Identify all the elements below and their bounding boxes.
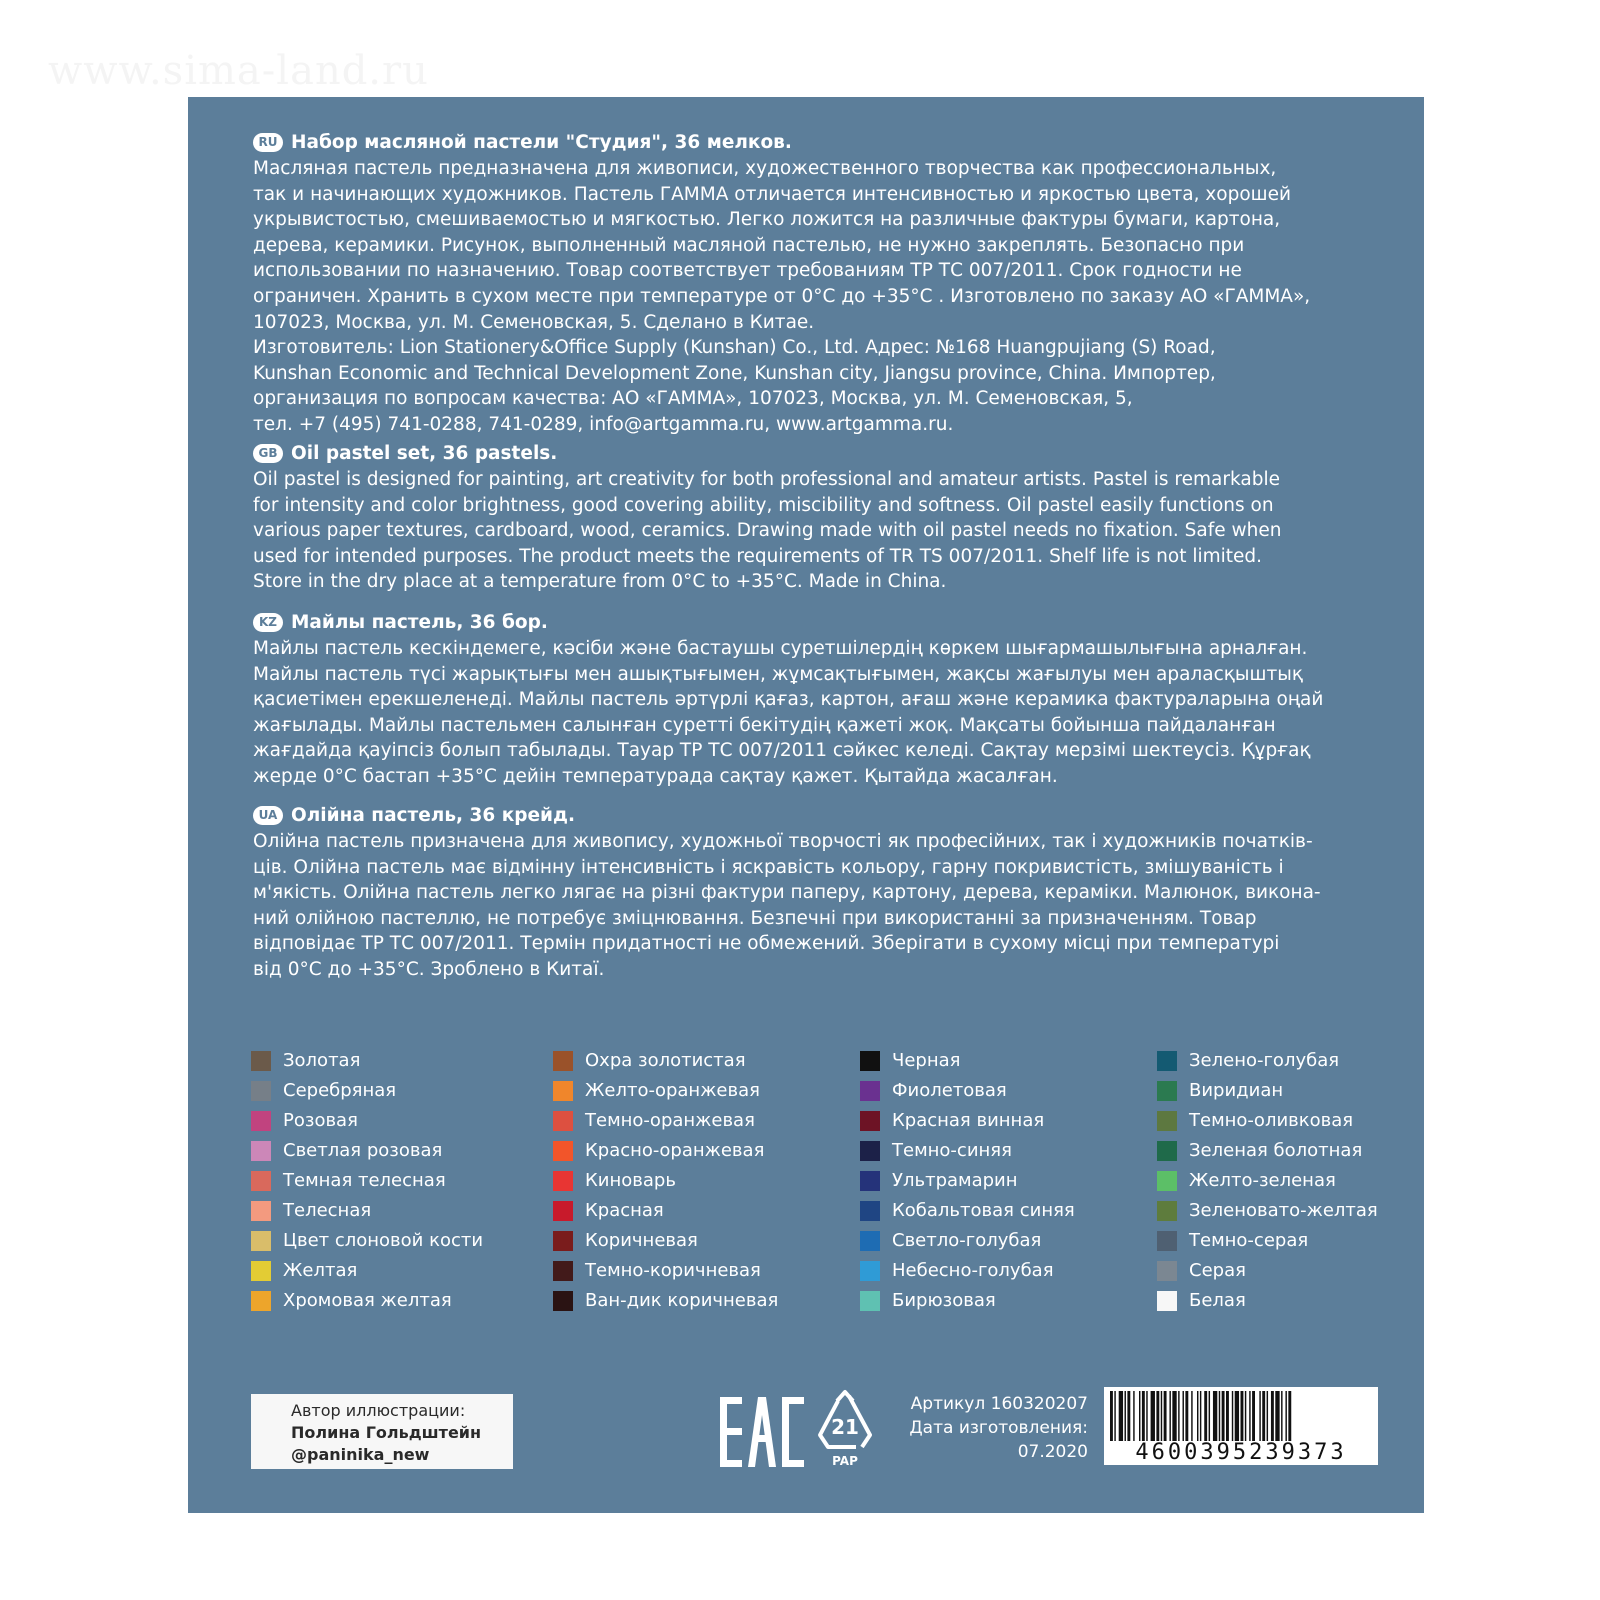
color-name: Зеленовато-желтая (1189, 1200, 1378, 1221)
barcode (1104, 1387, 1378, 1465)
section-ru-line: Изготовитель: Lion Stationery&Office Supply (Kunshan) Co., Ltd. Адрес: №168 Huangpujiang (S) Road, (253, 337, 1216, 359)
recycle-icon (812, 1389, 878, 1473)
section-gb-title: Oil pastel set, 36 pastels. (291, 443, 558, 464)
section-ru-line: 107023, Москва, ул. М. Семеновская, 5. Сделано в Китае. (253, 311, 815, 333)
color-swatch (251, 1111, 271, 1131)
color-item (1157, 1196, 1487, 1226)
recycle-code: PAP (832, 1454, 858, 1468)
color-name: Темно-коричневая (585, 1260, 761, 1281)
color-item (860, 1256, 1190, 1286)
color-swatch (553, 1051, 573, 1071)
color-item (251, 1286, 581, 1316)
section-ru-line: так и начинающих художников. Пастель ГАММА отличается интенсивностью и яркостью цвета, хорошей (253, 183, 1291, 205)
color-item (1157, 1136, 1487, 1166)
section-ua-line: ців. Олійна пастель має відмінну інтенсивність і яскравість кольору, гарну покривистість, змішуваність і (253, 856, 1284, 878)
color-swatch (860, 1291, 880, 1311)
color-name: Небесно-голубая (892, 1260, 1054, 1281)
barcode-bar (1219, 1391, 1220, 1447)
color-item (1157, 1166, 1487, 1196)
section-ua-title: Олійна пастель, 36 крейд. (291, 805, 575, 826)
color-swatch (553, 1171, 573, 1191)
author-name: Полина Гольдштейн (291, 1423, 482, 1442)
section-gb-line: for intensity and color brightness, good covering ability, miscibility and softness. Oil pastel easily functions on (253, 494, 1274, 516)
barcode-bars (1104, 1387, 1378, 1447)
color-name: Желто-зеленая (1189, 1170, 1336, 1191)
watermark: www.sima-land.ru (48, 48, 429, 94)
section-gb-line: Store in the dry place at a temperature from 0°С to +35°С. Made in China. (253, 571, 947, 593)
color-swatch (860, 1141, 880, 1161)
lang-badge-kz: KZ (253, 613, 283, 632)
color-item (860, 1226, 1190, 1256)
barcode-bar (1164, 1391, 1167, 1447)
barcode-bar (1142, 1391, 1145, 1447)
color-item (1157, 1226, 1487, 1256)
section-ru-line: Масляная пастель предназначена для живописи, художественного творчества как профессиональных, (253, 158, 1277, 179)
color-swatch (251, 1081, 271, 1101)
color-item (1157, 1046, 1487, 1076)
color-swatch (860, 1171, 880, 1191)
barcode-bar (1213, 1391, 1217, 1447)
color-swatch (251, 1261, 271, 1281)
barcode-bar (1183, 1391, 1184, 1447)
section-ru-line: дерева, керамики. Рисунок, выполненный масляной пастелью, не нужно закреплять. Безопасно при (253, 234, 1245, 256)
barcode-bar (1262, 1391, 1265, 1447)
barcode-bar (1114, 1391, 1115, 1447)
color-name: Светлая розовая (283, 1140, 443, 1161)
barcode-bar (1197, 1391, 1198, 1447)
color-name: Темно-синяя (892, 1140, 1012, 1161)
barcode-bar (1275, 1391, 1279, 1447)
color-name: Бирюзовая (892, 1290, 996, 1311)
color-name: Розовая (283, 1110, 358, 1131)
barcode-bar (1252, 1391, 1255, 1447)
section-kz-line: жерде 0°С бастап +35°С дейін температурада сақтау қажет. Қытайда жасалған. (253, 765, 1058, 787)
color-swatch (251, 1201, 271, 1221)
barcode-bar (1200, 1391, 1201, 1447)
eac-logo (720, 1397, 804, 1471)
section-gb-line: Oil pastel is designed for painting, art creativity for both professional and amateur artists. Pastel is remarkable (253, 469, 1280, 490)
color-name: Цвет слоновой кости (283, 1230, 484, 1251)
color-item (553, 1166, 883, 1196)
color-item (553, 1196, 883, 1226)
section-ru-line: Kunshan Economic and Technical Development Zone, Kunshan city, Jiangsu province, China. Импортер, (253, 362, 1216, 384)
color-swatch (1157, 1081, 1177, 1101)
color-item (251, 1166, 581, 1196)
color-name: Кобальтовая синяя (892, 1200, 1075, 1221)
article-number: Артикул 160320207 (910, 1394, 1088, 1414)
barcode-bar (1133, 1391, 1134, 1447)
color-item (553, 1106, 883, 1136)
color-swatch (1157, 1111, 1177, 1131)
barcode-bar (1226, 1391, 1229, 1447)
barcode-bar (1125, 1391, 1126, 1447)
color-swatch (1157, 1291, 1177, 1311)
color-name: Киноварь (585, 1170, 676, 1191)
color-name: Темно-оранжевая (585, 1110, 755, 1131)
color-swatch (1157, 1051, 1177, 1071)
section-kz-line: Майлы пастель кескіндемеге, кәсіби және бастаушы суретшілердің көркем шығармашылығына арналған. (253, 638, 1308, 659)
color-item (860, 1196, 1190, 1226)
barcode-bar (1267, 1391, 1268, 1447)
author-box (251, 1394, 513, 1469)
barcode-bar (1139, 1391, 1140, 1447)
color-swatch (553, 1081, 573, 1101)
section-title (253, 130, 1363, 156)
color-name: Белая (1189, 1290, 1246, 1311)
color-swatch (251, 1171, 271, 1191)
color-name: Телесная (283, 1200, 372, 1221)
color-name: Красно-оранжевая (585, 1140, 765, 1161)
barcode-bar (1249, 1391, 1250, 1447)
section-ru (253, 130, 1363, 438)
color-name: Красная (585, 1200, 664, 1221)
color-item (860, 1076, 1190, 1106)
barcode-bar (1146, 1391, 1147, 1447)
barcode-bar (1110, 1391, 1113, 1447)
section-ru-line: тел. +7 (495) 741-0288, 741-0289, info@artgamma.ru, www.artgamma.ru. (253, 413, 954, 435)
lang-badge-gb: GB (253, 444, 283, 463)
color-item (553, 1046, 883, 1076)
section-gb (253, 441, 1363, 595)
section-ru-line: организация по вопросам качества: АО «ГАММА», 107023, Москва, ул. М. Семеновская, 5, (253, 388, 1133, 410)
barcode-bar (1222, 1391, 1225, 1447)
color-item (553, 1136, 883, 1166)
package-back-panel (188, 97, 1424, 1513)
color-swatch (1157, 1201, 1177, 1221)
color-name: Зелено-голубая (1189, 1050, 1340, 1071)
barcode-bar (1178, 1391, 1179, 1447)
date-value: 07.2020 (1017, 1442, 1088, 1462)
product-info (878, 1392, 1088, 1464)
color-name: Серебряная (283, 1080, 397, 1101)
barcode-bar (1151, 1391, 1155, 1447)
section-ru-line: использовании по назначению. Товар соответствует требованиям ТР ТС 007/2011. Срок годности не (253, 260, 1242, 282)
color-item (553, 1256, 883, 1286)
section-ua-line: від 0°С до +35°С. Зроблено в Китаї. (253, 958, 605, 980)
section-ua-line: відповідає ТР ТС 007/2011. Термін придатності не обмежений. Зберігати в сухому місці при температурі (253, 933, 1280, 955)
section-kz-title: Майлы пастель, 36 бор. (291, 612, 548, 633)
lang-badge-ua: UA (253, 806, 283, 825)
section-ua (253, 803, 1363, 983)
color-swatch (251, 1141, 271, 1161)
section-gb-line: used for intended purposes. The product meets the requirements of TR TS 007/2011. Shelf life is not limited. (253, 545, 1263, 567)
color-name: Темная телесная (283, 1170, 446, 1191)
color-name: Зеленая болотная (1189, 1140, 1363, 1161)
date-label: Дата изготовления: (909, 1418, 1088, 1438)
section-ru-title: Набор масляной пастели "Студия", 36 мелков. (291, 132, 792, 153)
section-kz-line: жағдайда қауіпсіз болып табылады. Тауар ТР ТС 007/2011 сәйкес келеді. Сақтау мерзімі шектеусіз. Құрғақ (253, 740, 1311, 762)
color-name: Хромовая желтая (283, 1290, 452, 1311)
barcode-bar (1161, 1391, 1162, 1447)
color-item (1157, 1256, 1487, 1286)
section-gb-line: various paper textures, cardboard, wood, ceramics. Drawing made with oil pastel needs no fixation. Safe when (253, 520, 1282, 542)
section-title (253, 441, 1363, 467)
section-ru-line: ограничен. Хранить в сухом месте при температуре от 0°С до +35°С . Изготовлено по заказу АО «ГАММА», (253, 285, 1311, 307)
color-item (251, 1106, 581, 1136)
color-name: Охра золотистая (585, 1050, 746, 1071)
color-swatch (860, 1111, 880, 1131)
color-name: Светло-голубая (892, 1230, 1042, 1251)
color-name: Темно-оливковая (1189, 1110, 1354, 1131)
color-item (1157, 1076, 1487, 1106)
color-item (860, 1106, 1190, 1136)
barcode-bar (1172, 1391, 1176, 1447)
color-name: Желто-оранжевая (585, 1080, 760, 1101)
color-name: Желтая (283, 1260, 358, 1281)
barcode-bar (1185, 1391, 1188, 1447)
section-ua-line: м'якість. Олійна пастель легко лягає на різні фактури паперу, картону, дерева, кераміки. Малюнок, викона- (253, 882, 1321, 904)
barcode-bar (1241, 1391, 1244, 1447)
color-name: Коричневая (585, 1230, 698, 1251)
color-item (251, 1076, 581, 1106)
color-name: Виридиан (1189, 1080, 1284, 1101)
color-name: Фиолетовая (892, 1080, 1007, 1101)
color-item (251, 1046, 581, 1076)
author-handle: @paninika_new (291, 1445, 430, 1464)
recycle-number: 21 (831, 1415, 859, 1439)
section-kz-line: қасиетімен ерекшеленеді. Майлы пастель әртүрлі қағаз, картон, ағаш және керамика фактураларына оңай (253, 689, 1324, 711)
section-kz (253, 610, 1363, 790)
color-swatch (860, 1081, 880, 1101)
color-swatch (860, 1201, 880, 1221)
barcode-bar (1156, 1391, 1159, 1447)
color-swatch (553, 1291, 573, 1311)
author-label: Автор иллюстрации: (291, 1401, 466, 1420)
color-name: Ультрамарин (892, 1170, 1018, 1191)
color-item (251, 1226, 581, 1256)
color-item (553, 1226, 883, 1256)
color-swatch (1157, 1261, 1177, 1281)
barcode-bar (1271, 1391, 1274, 1447)
color-item (251, 1196, 581, 1226)
barcode-bar (1232, 1391, 1233, 1447)
barcode-bar (1259, 1391, 1260, 1447)
barcode-bar (1245, 1391, 1246, 1447)
section-kz-line: жағылады. Майлы пастельмен салынған суретті бекітудің қажеті жоқ. Мақсаты бойынша пайдаланған (253, 714, 1276, 736)
color-name: Красная винная (892, 1110, 1045, 1131)
barcode-bar (1209, 1391, 1210, 1447)
section-ru-line: укрывистостью, смешиваемостью и мягкостью. Легко ложится на различные фактуры бумаги, картона, (253, 209, 1281, 231)
color-swatch (251, 1051, 271, 1071)
barcode-bar (1235, 1391, 1239, 1447)
barcode-bar (1127, 1391, 1130, 1447)
section-title (253, 610, 1363, 636)
color-swatch (860, 1261, 880, 1281)
barcode-bar (1169, 1391, 1170, 1447)
color-item (553, 1286, 883, 1316)
section-kz-line: Майлы пастель түсі жарықтығы мен ашықтығымен, жұмсақтығымен, жақсы жағылуы мен араласқыштық (253, 663, 1304, 685)
color-item (251, 1256, 581, 1286)
color-item (251, 1136, 581, 1166)
color-swatch (553, 1201, 573, 1221)
color-item (1157, 1106, 1487, 1136)
color-item (553, 1076, 883, 1106)
section-title (253, 803, 1363, 829)
color-swatch (553, 1231, 573, 1251)
barcode-bar (1281, 1391, 1282, 1447)
color-name: Темно-серая (1189, 1230, 1309, 1251)
barcode-bar (1119, 1391, 1123, 1447)
color-swatch (553, 1111, 573, 1131)
color-swatch (1157, 1141, 1177, 1161)
section-ua-line: Олійна пастель призначена для живопису, художньої творчості як професійних, так і художників початків- (253, 831, 1313, 852)
color-swatch (251, 1291, 271, 1311)
color-name: Серая (1189, 1260, 1246, 1281)
color-swatch (1157, 1171, 1177, 1191)
color-name: Черная (892, 1050, 961, 1071)
color-item (860, 1286, 1190, 1316)
barcode-bar (1285, 1391, 1286, 1447)
color-item (860, 1166, 1190, 1196)
color-swatch (553, 1261, 573, 1281)
lang-badge-ru: RU (253, 133, 283, 152)
color-swatch (1157, 1231, 1177, 1251)
color-item (1157, 1286, 1487, 1316)
color-item (860, 1136, 1190, 1166)
section-ua-line: ний олійною пастеллю, не потребує зміцнювання. Безпечні при використанні за призначенням. Товар (253, 907, 1257, 929)
color-swatch (860, 1051, 880, 1071)
color-swatch (553, 1141, 573, 1161)
color-name: Золотая (283, 1050, 361, 1071)
barcode-number: 4600395239373 (1104, 1441, 1378, 1465)
color-name: Ван-дик коричневая (585, 1290, 779, 1311)
barcode-bar (1204, 1391, 1207, 1447)
barcode-bar (1191, 1391, 1192, 1447)
barcode-bar (1288, 1391, 1291, 1447)
color-item (860, 1046, 1190, 1076)
color-swatch (251, 1231, 271, 1251)
color-swatch (860, 1231, 880, 1251)
